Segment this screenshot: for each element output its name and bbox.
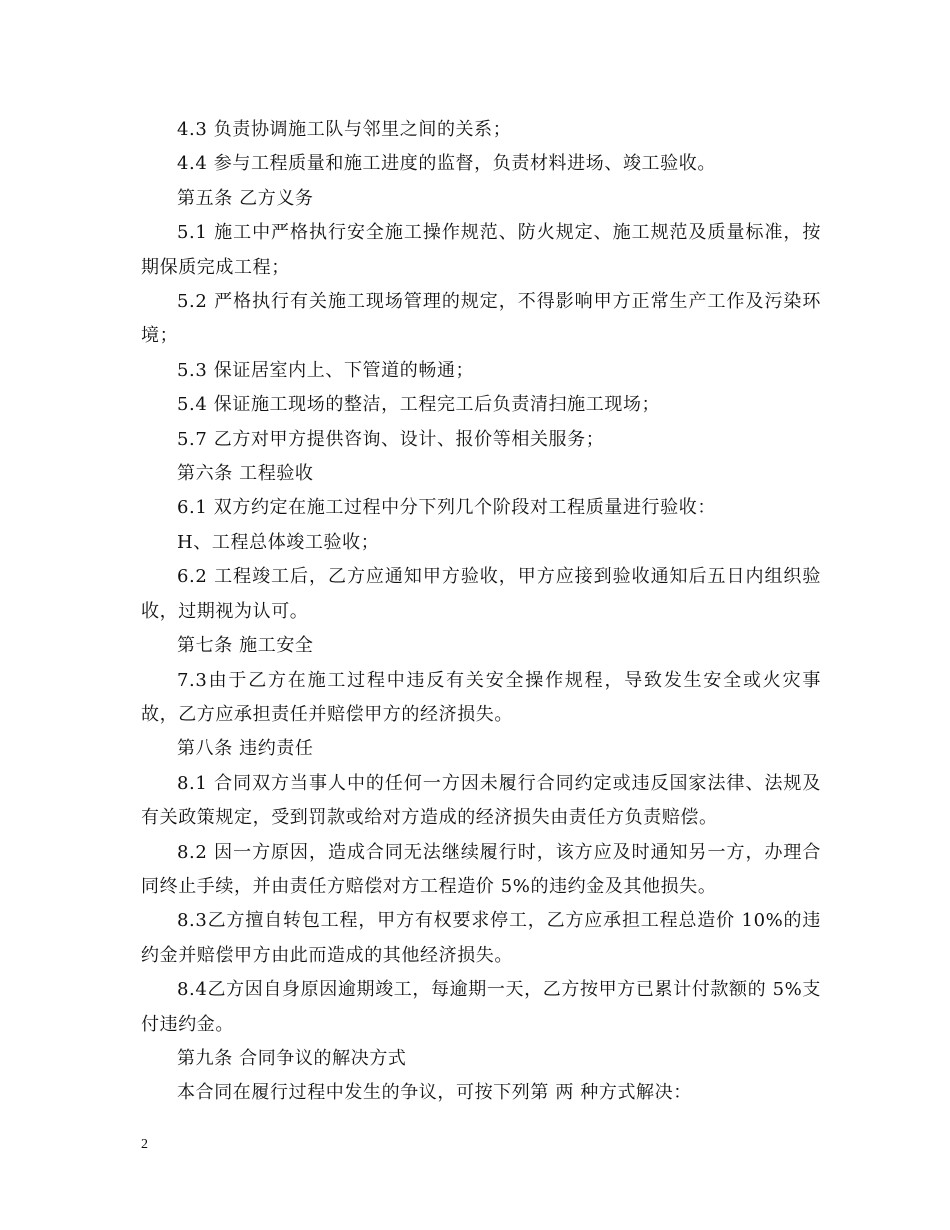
paragraph-8-4: 8.4乙方因自身原因逾期竣工，每逾期一天，乙方按甲方已累计付款额的 5%支付违约金。 <box>141 979 821 1035</box>
paragraph-6-1: 6.1 双方约定在施工过程中分下列几个阶段对工程质量进行验收： <box>177 497 716 519</box>
section-heading-article-7: 第七条 施工安全 <box>177 635 314 657</box>
paragraph-5-3: 5.3 保证居室内上、下管道的畅通； <box>177 359 475 381</box>
paragraph-4-3: 4.3 负责协调施工队与邻里之间的关系； <box>177 119 512 140</box>
paragraph-5-7: 5.7 乙方对甲方提供咨询、设计、报价等相关服务； <box>177 428 605 450</box>
section-heading-article-6: 第六条 工程验收 <box>177 463 314 485</box>
paragraph-8-1: 8.1 合同双方当事人中的任何一方因未履行合同约定或违反国家法律、法规及有关政策规定，受到罚款或给对方造成的经济损失由责任方负责赔偿。 <box>141 772 821 829</box>
section-heading-article-9: 第九条 合同争议的解决方式 <box>177 1047 407 1069</box>
paragraph-8-2: 8.2 因一方原因，造成合同无法继续履行时，该方应及时通知另一方，办理合同终止手续，并由责任方赔偿对方工程造价 5%的违约金及其他损失。 <box>141 841 821 897</box>
document-body <box>141 113 821 1111</box>
paragraph-9-intro: 本合同在履行过程中发生的争议，可按下列第 两 种方式解决： <box>177 1082 692 1104</box>
paragraph-5-2: 5.2 严格执行有关施工现场管理的规定，不得影响甲方正常生产工作及污染环境； <box>141 291 821 347</box>
page-number: 2 <box>141 1137 148 1152</box>
paragraph-4-4: 4.4 参与工程质量和施工进度的监督，负责材料进场、竣工验收。 <box>177 153 716 175</box>
paragraph-5-4: 5.4 保证施工现场的整洁，工程完工后负责清扫施工现场； <box>177 394 661 416</box>
section-heading-article-5: 第五条 乙方义务 <box>177 187 314 209</box>
paragraph-5-1: 5.1 施工中严格执行安全施工操作规范、防火规定、施工规范及质量标准，按期保质完成工程； <box>141 222 821 278</box>
paragraph-8-3: 8.3乙方擅自转包工程，甲方有权要求停工，乙方应承担工程总造价 10%的违约金并赔偿甲方由此而造成的其他经济损失。 <box>141 910 821 966</box>
paragraph-6-2: 6.2 工程竣工后，乙方应通知甲方验收，甲方应接到验收通知后五日内组织验收，过期视为认可。 <box>141 566 821 622</box>
paragraph-7-3: 7.3由于乙方在施工过程中违反有关安全操作规程，导致发生安全或火灾事故，乙方应承担责任并赔偿甲方的经济损失。 <box>141 669 821 725</box>
section-heading-article-8: 第八条 违约责任 <box>177 738 314 760</box>
paragraph-6-1-item-h: H、工程总体竣工验收； <box>177 531 380 553</box>
